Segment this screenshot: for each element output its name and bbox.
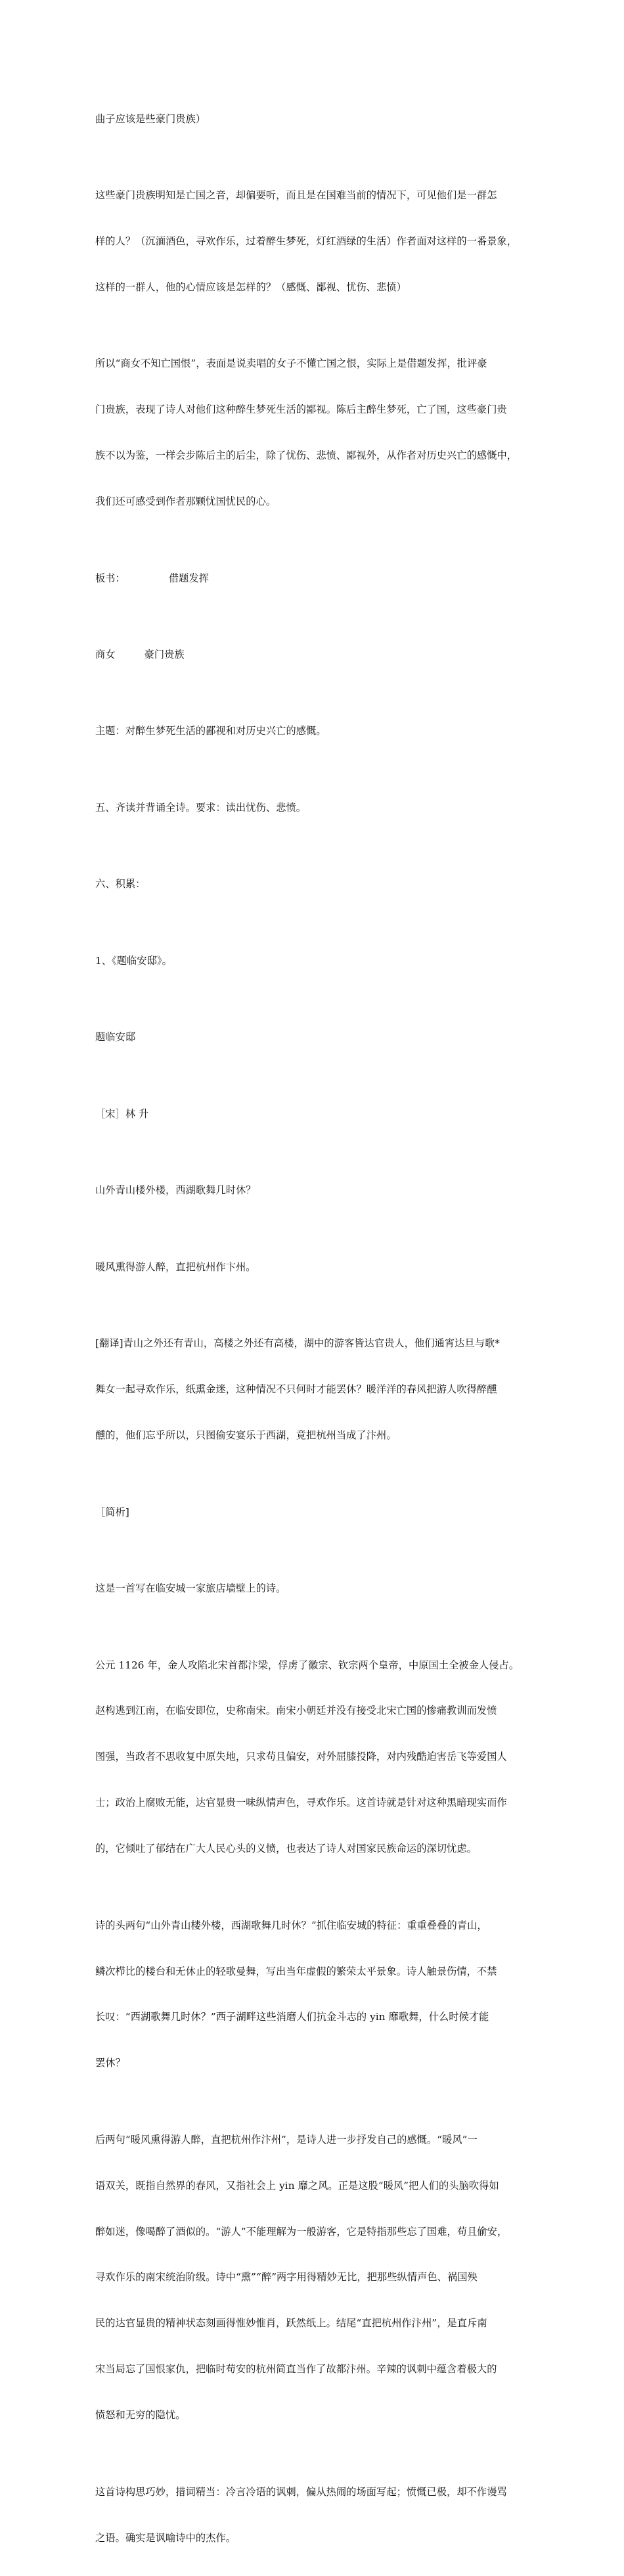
paragraph-translation (95, 1306, 535, 1474)
text-line: 后两句“暖风熏得游人醉，直把杭州作汴州”，是诗人进一步抒发自己的感慨。“暖风”一 (95, 2133, 478, 2146)
blackboard-notes-row (95, 540, 535, 616)
text-line: 长叹：“西湖歌舞几时休？”西子湖畔这些消磨人们抗金斗志的 yin 靡歌舞，什么时候才能 (95, 2011, 489, 2023)
text-line: ［宋］林 升 (95, 1107, 149, 1120)
text-line: 语双关，既指自然界的春风，又指社会上 yin 靡之风。正是这股“暖风”把人们的头脑吹得如 (95, 2179, 499, 2192)
text-line: 门贵族，表现了诗人对他们这种醉生梦死生活的鄙视。陈后主醉生梦死，亡了国，这些豪门贵 (95, 403, 507, 416)
section-six-heading (95, 846, 535, 923)
text-line: 寻欢作乐的南宋统治阶级。诗中“熏”“醉”两字用得精妙无比，把那些纵情声色、祸国殃 (95, 2271, 478, 2284)
text-line: 样的人？（沉湎酒色，寻欢作乐，过着醉生梦死，灯红酒绿的生活）作者面对这样的一番景象， (95, 235, 518, 247)
paragraph-first-two-lines (95, 1887, 535, 2102)
text-line: 题临安邸 (95, 1031, 136, 1044)
text-line: 暖风熏得游人醉，直把杭州作卞州。 (95, 1260, 256, 1273)
text-line: 的，它倾吐了郁结在广大人民心头的义愤，也表达了诗人对国家民族命运的深切忧虑。 (95, 1843, 477, 1855)
text-line: 之语。确实是讽喻诗中的杰作。 (95, 2531, 236, 2544)
paragraph-continuation (95, 81, 535, 157)
text-line: 公元 1126 年，金人攻陷北宋首都汴梁，俘虏了徽宗、钦宗两个皇帝，中原国土全被金人侵占。 (95, 1659, 520, 1671)
text-line: 醉如迷，像喝醉了酒似的。“游人”不能理解为一般游客，它是特指那些忘了国难，苟且偷安， (95, 2225, 508, 2238)
paragraph-conclusion (95, 2454, 535, 2576)
paragraph-last-two-lines (95, 2102, 535, 2454)
text-line: 醺的，他们忘乎所以，只图偷安宴乐于西湖，竟把杭州当成了汴州。 (95, 1429, 397, 1442)
text-line (95, 571, 535, 586)
paragraph-theme (95, 693, 535, 770)
text-line: 族不以为鉴，一样会步陈后主的后尘，除了忧伤、悲愤、鄙视外，从作者对历史兴亡的感慨中， (95, 449, 518, 462)
pair-right: 豪门贵族 (144, 648, 185, 660)
blackboard-value: 借题发挥 (168, 572, 210, 584)
text-line: 这首诗构思巧妙，措词精当：冷言冷语的讽刺，偏从热闹的场面写起；愤慨已极，却不作谩骂 (95, 2485, 507, 2498)
text-line: 士；政治上腐败无能，达官显贵一味纵情声色，寻欢作乐。这首诗就是针对这种黑暗现实而作 (95, 1797, 507, 1809)
text-line: 这样的一群人，他的心情应该是怎样的？（感慨、鄙视、忧伤、悲愤） (95, 281, 407, 293)
text-line (95, 647, 535, 662)
text-line: 这是一首写在临安城一家旅店墙壁上的诗。 (95, 1582, 286, 1595)
text-line: 五、齐读并背诵全诗。要求：读出忧伤、悲愤。 (95, 801, 307, 814)
text-line: 主题：对醉生梦死生活的鄙视和对历史兴亡的感慨。 (95, 725, 326, 737)
text-line: 赵构逃到江南，在临安即位，史称南宋。南宋小朝廷并没有接受北宋亡国的惨痛教训而发愤 (95, 1705, 497, 1717)
text-line: 所以“商女不知亡国恨”，表面是说卖唱的女子不懂亡国之恨，实际上是借题发挥，批评豪 (95, 357, 487, 370)
blackboard-pair-row (95, 616, 535, 693)
pair-left: 商女 (95, 648, 116, 660)
section-five-heading (95, 770, 535, 846)
text-line: 愤怒和无穷的隐忧。 (95, 2409, 186, 2422)
text-line: ［简析] (95, 1506, 129, 1518)
poem-line-2 (95, 1229, 535, 1305)
paragraph-analysis (95, 326, 535, 540)
text-line: 宋当局忘了国恨家仇，把临时苟安的杭州简直当作了故都汴州。辛辣的讽刺中蕴含着极大的 (95, 2363, 497, 2376)
paragraph-poem-origin (95, 1551, 535, 1627)
text-line: 山外青山楼外楼，西湖歌舞几时休？ (95, 1184, 256, 1197)
text-line: 这些豪门贵族明知是亡国之音，却偏要听，而且是在国难当前的情况下，可见他们是一群怎 (95, 189, 497, 202)
text-line: 六、积累： (95, 878, 146, 890)
text-line: 诗的头两句“山外青山楼外楼，西湖歌舞几时休？”抓住临安城的特征：重重叠叠的青山， (95, 1919, 487, 1931)
text-line: 舞女一起寻欢作乐，纸熏金迷，这种情况不只何时才能罢休？暖洋洋的春风把游人吹得醉醺 (95, 1383, 497, 1396)
text-line: 罢休？ (95, 2057, 125, 2069)
text-line: 民的达官显贵的精神状态刻画得惟妙惟肖，跃然纸上。结尾“直把杭州作汴州”，是直斥南 (95, 2317, 487, 2330)
text-line: [翻译]青山之外还有青山，高楼之外还有高楼，湖中的游客皆达官贵人，他们通宵达旦与歌* (95, 1337, 500, 1350)
blackboard-label: 板书： (95, 572, 125, 584)
poem-title (95, 1000, 535, 1076)
poem-author (95, 1076, 535, 1152)
text-line: 曲子应该是些豪门贵族） (95, 112, 206, 125)
text-line: 鳞次栉比的楼台和无休止的轻歌曼舞，写出当年虚假的繁荣太平景象。诗人触景伤情，不禁 (95, 1965, 497, 1977)
text-line: 图强，当政者不思收复中原失地，只求苟且偏安，对外屈膝投降，对内残酷迫害岳飞等爱国人 (95, 1751, 507, 1763)
paragraph-noble-audience (95, 157, 535, 325)
poem-line-1 (95, 1153, 535, 1229)
document-page (95, 81, 535, 2576)
text-line: 我们还可感受到作者那颗忧国忧民的心。 (95, 495, 277, 508)
text-line: 1、《题临安邸》。 (95, 954, 172, 967)
brief-analysis-heading (95, 1474, 535, 1550)
accumulation-item-1 (95, 923, 535, 999)
paragraph-history (95, 1627, 535, 1887)
